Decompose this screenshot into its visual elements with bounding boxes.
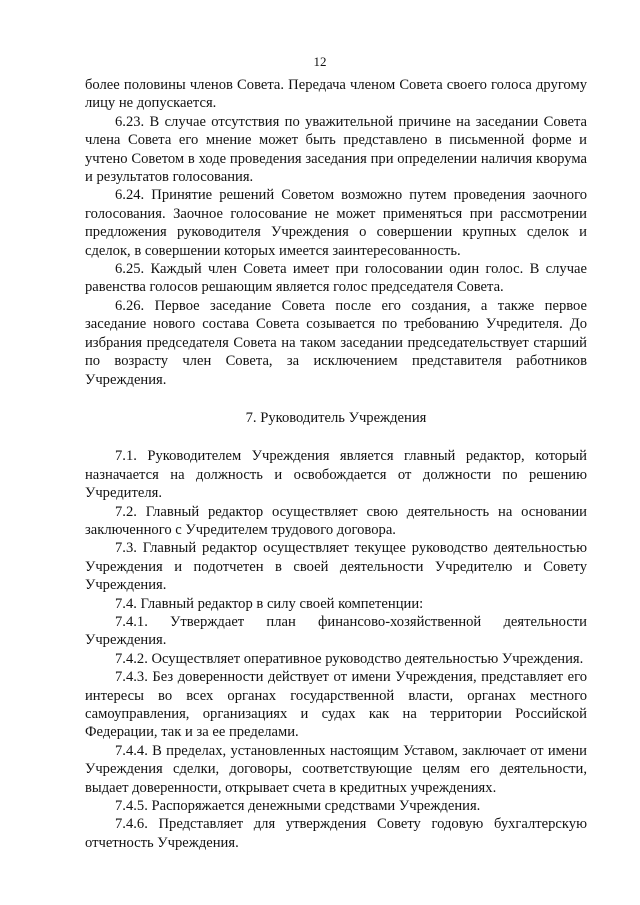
paragraph-7-4-6: 7.4.6. Представляет для утверждения Совету годовую бухгалтерскую отчетность Учреждения. xyxy=(85,816,587,851)
paragraph-7-3: 7.3. Главный редактор осуществляет текущее руководство деятельностью Учреждения и подотчетен в своей деятельности Учредителю и Совету Учреждения. xyxy=(85,540,587,594)
paragraph-7-1: 7.1. Руководителем Учреждения является главный редактор, который назначается на должность и освобождается от должности по решению Учредителя. xyxy=(85,448,587,502)
page-content xyxy=(85,76,587,852)
paragraph-7-4-3: 7.4.3. Без доверенности действует от имени Учреждения, представляет его интересы во всех органах государственной власти, органах местного самоуправления, организациях и судах как на территории Российской Федерации, так и за ее пределами. xyxy=(85,669,587,741)
paragraph-6-24: 6.24. Принятие решений Советом возможно путем проведения заочного голосования. Заочное голосование не может применяться при рассмотрении предложения руководителя Учреждения о совершении крупных сделок и сделок, в совершении которых имеется заинтересованность. xyxy=(85,187,587,259)
paragraph-7-2: 7.2. Главный редактор осуществляет свою деятельность на основании заключенного с Учредителем трудового договора. xyxy=(85,503,587,538)
page-number: 12 xyxy=(313,54,327,69)
paragraph-6-23: 6.23. В случае отсутствия по уважительной причине на заседании Совета члена Совета его мнение может быть представлено в письменной форме и учтено Советом в ходе проведения заседания при определении наличия кворума и результатов голосования. xyxy=(85,113,587,186)
paragraph-continuation: более половины членов Совета. Передача членом Совета своего голоса другому лицу не допускается. xyxy=(85,77,587,112)
paragraph-6-26: 6.26. Первое заседание Совета после его создания, а также первое заседание нового состава Совета созывается по требованию Учредителя. До избрания председателя Совета на таком заседании председательствует старший по возрасту член Совета, за исключением представителя работников Учреждения. xyxy=(85,297,587,388)
paragraph-7-4-1: 7.4.1. Утверждает план финансово-хозяйственной деятельности Учреждения. xyxy=(85,613,587,649)
director-section xyxy=(85,447,587,852)
paragraph-7-4-5: 7.4.5. Распоряжается денежными средствами Учреждения. xyxy=(115,798,481,815)
paragraph-6-25: 6.25. Каждый член Совета имеет при голосовании один голос. В случае равенства голосов решающим является голос председателя Совета. xyxy=(85,261,587,296)
council-section xyxy=(85,76,587,389)
section-title: 7. Руководитель Учреждения xyxy=(245,409,427,426)
paragraph-7-4-4: 7.4.4. В пределах, установленных настоящим Уставом, заключает от имени Учреждения сделки, договоры, соответствующие целям его деятельности, выдает доверенности, открывает счета в кредитных учреждениях. xyxy=(85,742,587,796)
paragraph-7-4: 7.4. Главный редактор в силу своей компетенции: xyxy=(115,595,424,612)
paragraph-7-4-2: 7.4.2. Осуществляет оперативное руководство деятельностью Учреждения. xyxy=(115,650,584,667)
